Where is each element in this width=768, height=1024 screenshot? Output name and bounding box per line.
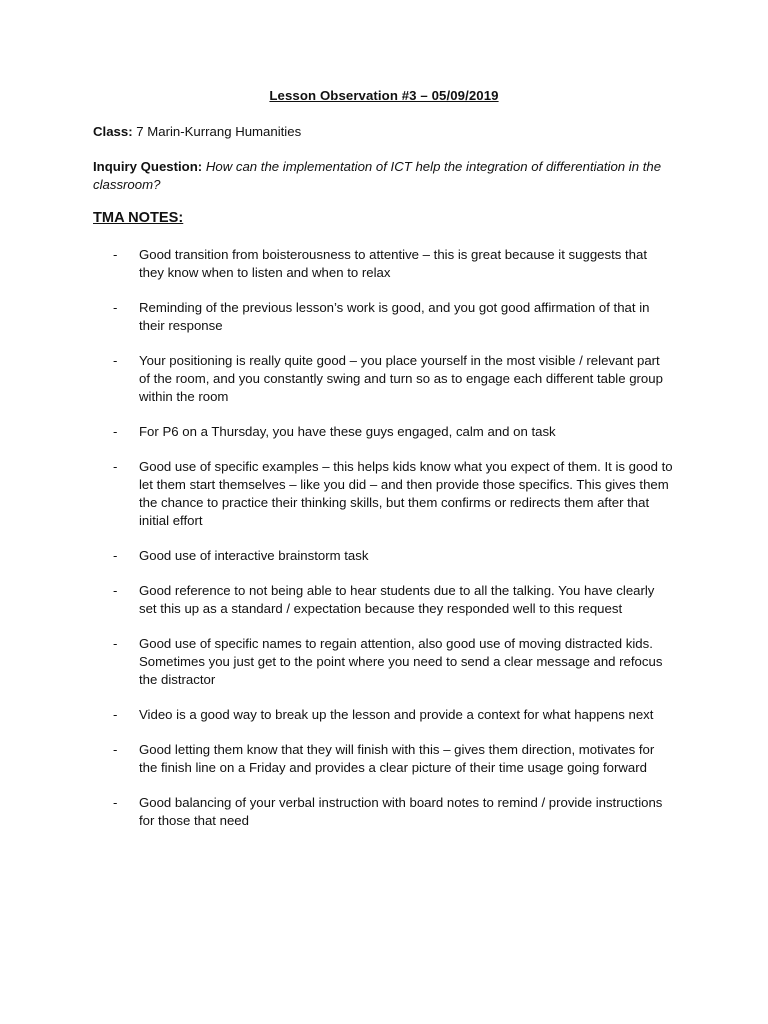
note-text: Reminding of the previous lesson’s work is good, and you got good affirmation of that in their response bbox=[139, 300, 650, 333]
class-value: 7 Marin-Kurrang Humanities bbox=[132, 124, 302, 139]
note-text: Good reference to not being able to hear students due to all the talking. You have clearly set this up as a standard / expectation because they responded well to this request bbox=[139, 583, 655, 616]
bullet-dash: - bbox=[113, 707, 118, 722]
note-item bbox=[113, 299, 673, 335]
note-item bbox=[113, 352, 673, 406]
bullet-dash: - bbox=[113, 742, 118, 757]
note-text: Good balancing of your verbal instruction with board notes to remind / provide instructions for those that need bbox=[139, 795, 663, 828]
note-text: Your positioning is really quite good – you place yourself in the most visible / relevant part of the room, and you constantly swing and turn so as to engage each different table group within the room bbox=[139, 353, 663, 404]
note-item bbox=[113, 547, 673, 565]
note-text: Good use of interactive brainstorm task bbox=[139, 548, 369, 563]
note-text: Good transition from boisterousness to attentive – this is great because it suggests that they know when to listen and when to relax bbox=[139, 247, 647, 280]
note-item bbox=[113, 741, 673, 777]
note-text: Video is a good way to break up the lesson and provide a context for what happens next bbox=[139, 707, 654, 722]
note-item bbox=[113, 794, 673, 830]
bullet-dash: - bbox=[113, 459, 118, 474]
note-item bbox=[113, 582, 673, 618]
note-text: Good use of specific examples – this helps kids know what you expect of them. It is good to let them start themselves – like you did – and then provide those specifics. This gives them the chance to practice their thinking skills, but them confirms or redirects them after that initial effort bbox=[139, 459, 673, 528]
note-item bbox=[113, 706, 673, 724]
notes-heading: TMA NOTES: bbox=[93, 210, 184, 226]
note-item bbox=[113, 635, 673, 689]
bullet-dash: - bbox=[113, 583, 118, 598]
class-line bbox=[93, 123, 683, 141]
notes-list bbox=[113, 246, 673, 847]
note-text: For P6 on a Thursday, you have these guys engaged, calm and on task bbox=[139, 424, 556, 439]
note-item bbox=[113, 423, 673, 441]
note-text: Good letting them know that they will finish with this – gives them direction, motivates for the finish line on a Friday and provides a clear picture of their time usage going forward bbox=[139, 742, 655, 775]
inquiry-label: Inquiry Question: bbox=[93, 159, 203, 174]
bullet-dash: - bbox=[113, 548, 118, 563]
inquiry-question-line bbox=[93, 158, 683, 194]
inquiry-value: How can the implementation of ICT help the integration of differentiation in the classroom? bbox=[93, 159, 662, 192]
bullet-dash: - bbox=[113, 353, 118, 368]
bullet-dash: - bbox=[113, 424, 118, 439]
bullet-dash: - bbox=[113, 795, 118, 810]
document-title: Lesson Observation #3 – 05/09/2019 bbox=[269, 88, 499, 103]
note-item bbox=[113, 246, 673, 282]
class-label: Class: bbox=[93, 124, 133, 139]
bullet-dash: - bbox=[113, 300, 118, 315]
bullet-dash: - bbox=[113, 636, 118, 651]
bullet-dash: - bbox=[113, 247, 118, 262]
note-text: Good use of specific names to regain attention, also good use of moving distracted kids. Sometimes you just get to the point where you need to send a clear message and refocus the distractor bbox=[139, 636, 663, 687]
note-item bbox=[113, 458, 673, 530]
